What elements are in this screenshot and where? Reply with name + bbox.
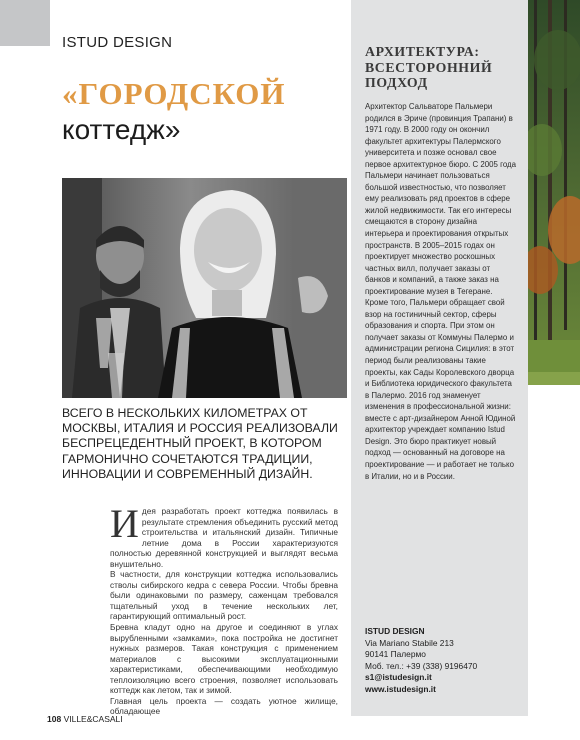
body-paragraph-4: Главная цель проекта — создать уютное жилище, обладающее <box>110 695 338 717</box>
contact-website[interactable]: www.istudesign.it <box>365 683 436 694</box>
sidebar-box <box>351 0 528 716</box>
contact-email[interactable]: s1@istudesign.it <box>365 672 432 683</box>
article-body <box>110 501 338 717</box>
sidebar-title: АРХИТЕКТУРА: ВСЕСТОРОННИЙ ПОДХОД <box>365 44 493 90</box>
headline-line-1: «ГОРОДСКОЙ <box>62 76 286 111</box>
page-number: 108 <box>47 714 62 724</box>
magazine-name: VILLE&CASALI <box>63 714 123 724</box>
photo-people-illustration <box>62 178 347 398</box>
corner-tab <box>0 0 50 46</box>
forest-illustration <box>528 0 580 385</box>
body-paragraph-1 <box>110 501 338 569</box>
contact-block <box>365 626 525 696</box>
contact-street: Via Mariano Stabile 213 <box>365 637 454 648</box>
body-paragraph-1-text: дея разработать проект коттеджа появилась в результате стремления объединить русский метод строительства и итальянский дизайн. Типичные летние дома в России характеризуются полностью деревянной конструкцией и выглядят весьма внушительно. <box>110 506 338 569</box>
brand-label: ISTUD DESIGN <box>62 34 173 51</box>
headline-line-2: коттедж» <box>62 114 181 145</box>
lead-paragraph: ВСЕГО В НЕСКОЛЬКИХ КИЛОМЕТРАХ ОТ МОСКВЫ, ИТАЛИЯ И РОССИЯ РЕАЛИЗОВАЛИ БЕСПРЕЦЕДЕНТНЫЙ ПРОЕКТ, В КОТОРОМ ГАРМОНИЧНО СОЧЕТАЮТСЯ ТРАДИЦИИ, ИННОВАЦИИ И СОВРЕМЕННЫЙ ДИЗАЙН. <box>62 406 338 481</box>
page-margin-right <box>528 385 580 740</box>
contact-city: 90141 Палермо <box>365 649 426 660</box>
article-headline <box>62 76 322 148</box>
contact-name: ISTUD DESIGN <box>365 626 425 636</box>
contact-phone: Моб. тел.: +39 (338) 9196470 <box>365 660 478 671</box>
article-photo <box>62 178 347 398</box>
body-paragraph-3: Бревна кладут одно на другое и соединяют в углах вырубленными «замками», пока постройка не достигнет нужных размеров. Такая конструкция с применением материалов с высокими эксплуатационными характеристиками, обеспечивающими необходимую теплоизоляцию всего строения, позволяет использовать коттедж как летом, так и зимой. <box>110 622 338 696</box>
page-footer <box>47 714 123 724</box>
body-paragraph-2: В частности, для конструкции коттеджа использовались стволы сибирского кедра с севера России. Чтобы бревна были одинаковыми по размеру, саженцам требовался тщательный уход в течение нескольких лет, гарантирующий оптимальный рост. <box>110 569 338 622</box>
sidebar-text: Архитектор Сальваторе Пальмери родился в Эриче (провинция Трапани) в 1971 году. В 2000 году он окончил факультет архитектуры Палермского университета и позже основал свое первое архитектурное бюро. С 2005 года Пальмери начинает пользоваться большой известностью, что позволяет ему реализовать ряд проектов в сфере жилой недвижимости. Так его интересы смещаются в сторону дизайна интерьера и проектирования открытых пространств. В 2005–2015 годах он проектирует множество роскошных частных вилл, получает заказы от банков и компаний, а также заказ на проектирование музея в Тегеране. Кроме того, Пальмери обращает свой взор на гостиничный сектор, сферы образования и спорта. При этом он получает заказы от Коммуны Палермо и администрации региона Сицилия: в этот период были реализованы такие проекты, как Сады Королевского дворца и Библиотека юридического факультета в Палермо. 2016 год знаменует изменения в профессиональной жизни: вместе с арт-дизайнером Анной Юдиной архитектор учреждает компанию Istud Design. Это бюро практикует новый подход — основанный на договоре на проектирование — и работает не только в Италии, но и в России. <box>365 102 517 481</box>
forest-photo <box>528 0 580 385</box>
drop-cap: И <box>110 501 139 546</box>
